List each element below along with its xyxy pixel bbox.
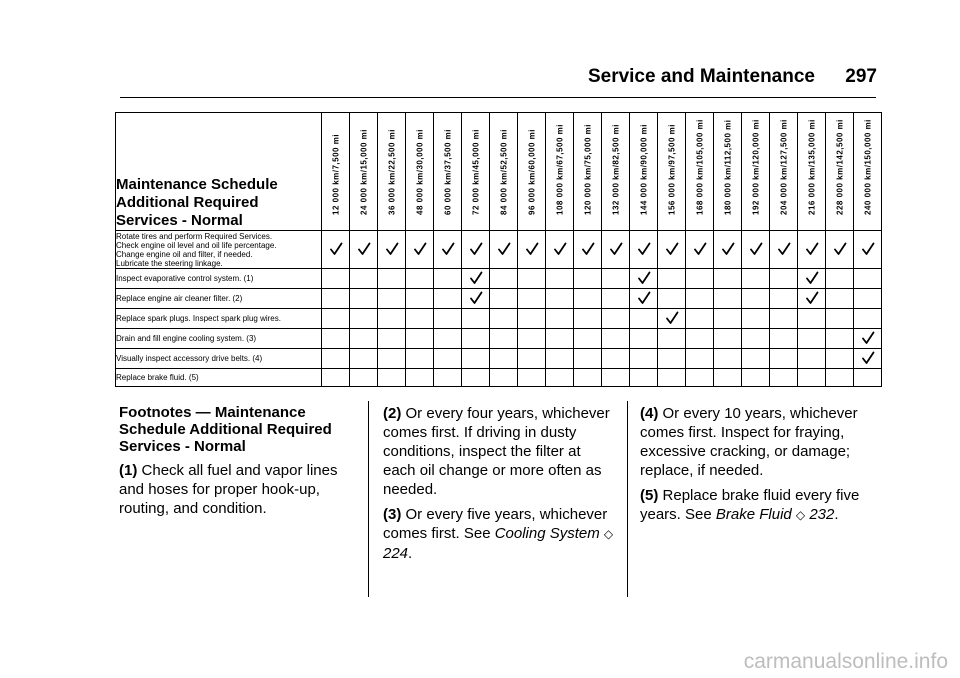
schedule-cell (742, 329, 770, 349)
schedule-cell (406, 369, 434, 387)
interval-column-header (770, 113, 798, 231)
cross-reference-link[interactable]: Cooling System (494, 525, 600, 542)
checkmark-icon (609, 242, 623, 256)
schedule-cell (826, 369, 854, 387)
service-description (116, 231, 322, 269)
cross-reference-link[interactable]: Brake Fluid (715, 506, 792, 523)
schedule-cell (714, 231, 742, 269)
service-description-line: Replace brake fluid. (5) (116, 373, 199, 382)
schedule-cell (630, 269, 658, 289)
footnote-number: (1) (119, 462, 138, 479)
schedule-cell (518, 329, 546, 349)
schedule-cell (770, 269, 798, 289)
interval-column-header (574, 113, 602, 231)
schedule-cell (546, 269, 574, 289)
interval-column-header (658, 113, 686, 231)
page-ref-icon: ◇ (795, 508, 806, 522)
schedule-cell (714, 349, 742, 369)
schedule-cell (742, 349, 770, 369)
table-row (116, 289, 882, 309)
column-divider (368, 401, 369, 597)
checkmark-icon (637, 291, 651, 305)
footnote-text: Check all fuel and vapor lines and hoses for proper hook-up, routing, and condition. (119, 462, 338, 517)
interval-column-header (322, 113, 350, 231)
page-header (0, 0, 960, 100)
interval-column-header (826, 113, 854, 231)
schedule-cell (686, 231, 714, 269)
schedule-cell (434, 231, 462, 269)
schedule-cell (490, 231, 518, 269)
table-row (116, 329, 882, 349)
schedule-cell (686, 269, 714, 289)
schedule-cell (826, 231, 854, 269)
table-title-line: Maintenance Schedule (116, 176, 278, 193)
interval-column-header (602, 113, 630, 231)
checkmark-icon (749, 242, 763, 256)
schedule-cell (854, 369, 882, 387)
interval-label: 180 000 km/112,500 mi (723, 119, 732, 215)
schedule-cell (798, 369, 826, 387)
schedule-cell (574, 329, 602, 349)
schedule-cell (686, 309, 714, 329)
checkmark-icon (469, 242, 483, 256)
footnotes-column-1 (119, 404, 339, 524)
interval-label: 156 000 km/97,500 mi (667, 124, 676, 215)
footnote-text: Or every five years, whichever comes first. See (383, 506, 608, 542)
interval-label: 216 000 km/135,000 mi (807, 119, 816, 215)
schedule-cell (658, 289, 686, 309)
schedule-cell (798, 329, 826, 349)
schedule-cell (770, 309, 798, 329)
schedule-cell (546, 231, 574, 269)
service-description-line: Replace spark plugs. Inspect spark plug wires. (116, 314, 281, 323)
schedule-cell (322, 329, 350, 349)
schedule-cell (658, 369, 686, 387)
footnotes-column-3 (640, 404, 865, 531)
schedule-cell (434, 369, 462, 387)
schedule-cell (462, 329, 490, 349)
schedule-cell (658, 231, 686, 269)
footnote-4 (640, 404, 865, 480)
schedule-cell (602, 289, 630, 309)
checkmark-icon (581, 242, 595, 256)
schedule-cell (658, 349, 686, 369)
footnote-number: (4) (640, 405, 659, 422)
schedule-cell (854, 349, 882, 369)
schedule-cell (462, 269, 490, 289)
schedule-cell (714, 269, 742, 289)
schedule-cell (770, 369, 798, 387)
interval-column-header (350, 113, 378, 231)
schedule-cell (798, 269, 826, 289)
schedule-cell (546, 289, 574, 309)
checkmark-icon (861, 242, 875, 256)
schedule-cell (406, 349, 434, 369)
table-row (116, 369, 882, 387)
footnote-text: Replace brake fluid every five years. See (640, 487, 860, 523)
footnote-5 (640, 486, 865, 525)
checkmark-icon (469, 271, 483, 285)
interval-column-header (406, 113, 434, 231)
schedule-cell (350, 289, 378, 309)
schedule-cell (406, 309, 434, 329)
schedule-cell (406, 289, 434, 309)
checkmark-icon (805, 242, 819, 256)
schedule-cell (630, 289, 658, 309)
schedule-cell (462, 231, 490, 269)
schedule-cell (854, 269, 882, 289)
schedule-cell (406, 329, 434, 349)
schedule-cell (378, 289, 406, 309)
schedule-cell (350, 231, 378, 269)
schedule-cell (378, 269, 406, 289)
interval-column-header (518, 113, 546, 231)
schedule-cell (630, 329, 658, 349)
schedule-cell (406, 269, 434, 289)
schedule-cell (602, 349, 630, 369)
interval-label: 120 000 km/75,000 mi (583, 124, 592, 215)
schedule-cell (714, 329, 742, 349)
schedule-cell (378, 309, 406, 329)
schedule-cell (798, 231, 826, 269)
table-title-line: Additional Required (116, 194, 259, 211)
schedule-cell (322, 289, 350, 309)
schedule-cell (462, 369, 490, 387)
checkmark-icon (833, 242, 847, 256)
interval-column-header (434, 113, 462, 231)
schedule-cell (378, 231, 406, 269)
checkmark-icon (329, 242, 343, 256)
schedule-cell (518, 369, 546, 387)
schedule-cell (574, 369, 602, 387)
watermark: carmanualsonline.info (743, 650, 948, 673)
schedule-cell (686, 289, 714, 309)
table-title-line: Services - Normal (116, 212, 243, 229)
table-row (116, 349, 882, 369)
interval-column-header (798, 113, 826, 231)
schedule-cell (798, 289, 826, 309)
schedule-cell (742, 289, 770, 309)
footnotes-heading-line: Schedule Additional Required (119, 421, 332, 438)
checkmark-icon (805, 271, 819, 285)
schedule-cell (714, 289, 742, 309)
schedule-cell (574, 269, 602, 289)
schedule-cell (602, 329, 630, 349)
schedule-cell (714, 369, 742, 387)
schedule-cell (462, 349, 490, 369)
checkmark-icon (553, 242, 567, 256)
service-description-line: Rotate tires and perform Required Services. (116, 231, 273, 241)
footnote-3 (383, 505, 615, 563)
schedule-cell (378, 369, 406, 387)
schedule-cell (350, 349, 378, 369)
checkmark-icon (665, 311, 679, 325)
checkmark-icon (693, 242, 707, 256)
checkmark-icon (497, 242, 511, 256)
schedule-cell (770, 231, 798, 269)
schedule-cell (490, 309, 518, 329)
schedule-cell (826, 349, 854, 369)
schedule-cell (770, 349, 798, 369)
schedule-cell (574, 289, 602, 309)
service-description-line: Lubricate the steering linkage. (116, 258, 223, 268)
schedule-cell (462, 309, 490, 329)
schedule-cell (742, 369, 770, 387)
service-description (116, 329, 322, 349)
schedule-cell (686, 369, 714, 387)
schedule-cell (658, 309, 686, 329)
checkmark-icon (413, 242, 427, 256)
footnotes-heading-line: Services - Normal (119, 438, 246, 455)
schedule-cell (686, 349, 714, 369)
schedule-cell (826, 269, 854, 289)
schedule-cell (322, 369, 350, 387)
schedule-cell (770, 289, 798, 309)
footnotes-column-2 (383, 404, 615, 569)
schedule-cell (602, 269, 630, 289)
interval-label: 36 000 km/22,500 mi (387, 128, 396, 215)
service-description (116, 269, 322, 289)
interval-label: 192 000 km/120,000 mi (751, 119, 760, 215)
schedule-cell (574, 309, 602, 329)
schedule-cell (490, 289, 518, 309)
footnote-2 (383, 404, 615, 499)
service-description-line: Replace engine air cleaner filter. (2) (116, 294, 243, 303)
interval-column-header (742, 113, 770, 231)
interval-label: 204 000 km/127,500 mi (779, 119, 788, 215)
schedule-cell (434, 309, 462, 329)
schedule-cell (518, 289, 546, 309)
schedule-cell (406, 231, 434, 269)
schedule-cell (434, 269, 462, 289)
footnotes-heading-line: Footnotes — Maintenance (119, 404, 306, 421)
table-header-row (116, 113, 882, 231)
interval-label: 24 000 km/15,000 mi (359, 128, 368, 215)
schedule-cell (350, 269, 378, 289)
table-title (116, 113, 322, 231)
sentence-end: . (834, 506, 839, 523)
service-description (116, 369, 322, 387)
schedule-cell (826, 329, 854, 349)
checkmark-icon (861, 331, 875, 345)
interval-label: 72 000 km/45,000 mi (471, 128, 480, 215)
checkmark-icon (385, 242, 399, 256)
schedule-cell (854, 231, 882, 269)
interval-column-header (378, 113, 406, 231)
interval-column-header (490, 113, 518, 231)
header-divider (120, 97, 876, 98)
footnote-number: (3) (383, 506, 402, 523)
maintenance-schedule-table (115, 112, 882, 387)
schedule-cell (826, 309, 854, 329)
schedule-cell (770, 329, 798, 349)
schedule-cell (798, 309, 826, 329)
checkmark-icon (805, 291, 819, 305)
footnote-text: Or every 10 years, whichever comes first. Inspect for fraying, excessive cracking, or damage; replace, if needed. (640, 405, 858, 479)
schedule-cell (490, 369, 518, 387)
table-row (116, 309, 882, 329)
schedule-cell (630, 349, 658, 369)
schedule-cell (434, 289, 462, 309)
schedule-cell (602, 369, 630, 387)
schedule-cell (854, 329, 882, 349)
interval-label: 60 000 km/37,500 mi (443, 128, 452, 215)
schedule-cell (742, 309, 770, 329)
schedule-cell (630, 309, 658, 329)
schedule-cell (378, 329, 406, 349)
footnote-number: (2) (383, 405, 402, 422)
service-description-line: Drain and fill engine cooling system. (3) (116, 334, 257, 343)
checkmark-icon (721, 242, 735, 256)
schedule-cell (714, 309, 742, 329)
page-number: 297 (845, 66, 877, 87)
service-description (116, 309, 322, 329)
schedule-cell (434, 349, 462, 369)
sentence-end: . (408, 545, 413, 562)
schedule-cell (518, 269, 546, 289)
schedule-cell (854, 309, 882, 329)
service-description (116, 289, 322, 309)
checkmark-icon (665, 242, 679, 256)
schedule-cell (602, 309, 630, 329)
checkmark-icon (469, 291, 483, 305)
schedule-cell (350, 369, 378, 387)
schedule-cell (350, 309, 378, 329)
column-divider (627, 401, 628, 597)
service-description (116, 349, 322, 369)
schedule-cell (658, 269, 686, 289)
schedule-cell (826, 289, 854, 309)
footnotes-heading (119, 404, 339, 455)
interval-label: 144 000 km/90,000 mi (639, 124, 648, 215)
footnote-text: Or every four years, whichever comes first. If driving in dusty conditions, inspect the filter at each oil change or more often as needed. (383, 405, 610, 498)
interval-label: 132 000 km/82,500 mi (611, 124, 620, 215)
schedule-cell (854, 289, 882, 309)
schedule-cell (518, 349, 546, 369)
interval-label: 108 000 km/67,500 mi (555, 124, 564, 215)
schedule-cell (546, 329, 574, 349)
service-description-line: Inspect evaporative control system. (1) (116, 274, 254, 283)
checkmark-icon (441, 242, 455, 256)
schedule-cell (602, 231, 630, 269)
schedule-cell (574, 231, 602, 269)
table-row (116, 231, 882, 269)
schedule-cell (798, 349, 826, 369)
schedule-cell (574, 349, 602, 369)
interval-column-header (462, 113, 490, 231)
schedule-cell (518, 309, 546, 329)
interval-column-header (686, 113, 714, 231)
schedule-cell (322, 349, 350, 369)
footnote-number: (5) (640, 487, 659, 504)
page-ref-icon: ◇ (603, 527, 614, 541)
footnote-1 (119, 461, 339, 518)
cross-reference-page[interactable]: 232 (809, 506, 835, 523)
interval-label: 240 000 km/150,000 mi (863, 119, 872, 215)
schedule-cell (546, 349, 574, 369)
interval-column-header (546, 113, 574, 231)
schedule-cell (630, 231, 658, 269)
service-description-line: Change engine oil and filter, if needed. (116, 249, 253, 259)
schedule-cell (322, 269, 350, 289)
cross-reference-page[interactable]: 224 (383, 545, 409, 562)
checkmark-icon (525, 242, 539, 256)
schedule-cell (322, 231, 350, 269)
interval-column-header (714, 113, 742, 231)
schedule-cell (630, 369, 658, 387)
interval-label: 48 000 km/30,000 mi (415, 128, 424, 215)
schedule-cell (322, 309, 350, 329)
checkmark-icon (357, 242, 371, 256)
interval-label: 12 000 km/7,500 mi (331, 133, 340, 215)
schedule-cell (742, 231, 770, 269)
schedule-cell (546, 369, 574, 387)
schedule-cell (490, 349, 518, 369)
schedule-cell (490, 329, 518, 349)
schedule-cell (350, 329, 378, 349)
service-description-line: Check engine oil level and oil life percentage. (116, 240, 277, 250)
schedule-cell (658, 329, 686, 349)
schedule-cell (686, 329, 714, 349)
interval-label: 96 000 km/60,000 mi (527, 128, 536, 215)
service-description-line: Visually inspect accessory drive belts. (4) (116, 354, 263, 363)
section-title: Service and Maintenance (587, 66, 815, 87)
table-row (116, 269, 882, 289)
checkmark-icon (637, 271, 651, 285)
checkmark-icon (861, 351, 875, 365)
schedule-cell (742, 269, 770, 289)
interval-label: 84 000 km/52,500 mi (499, 128, 508, 215)
interval-column-header (630, 113, 658, 231)
schedule-cell (518, 231, 546, 269)
interval-column-header (854, 113, 882, 231)
schedule-cell (546, 309, 574, 329)
schedule-cell (490, 269, 518, 289)
interval-label: 168 000 km/105,000 mi (695, 119, 704, 215)
schedule-cell (434, 329, 462, 349)
checkmark-icon (637, 242, 651, 256)
checkmark-icon (777, 242, 791, 256)
schedule-cell (462, 289, 490, 309)
schedule-cell (378, 349, 406, 369)
interval-label: 228 000 km/142,500 mi (835, 119, 844, 215)
